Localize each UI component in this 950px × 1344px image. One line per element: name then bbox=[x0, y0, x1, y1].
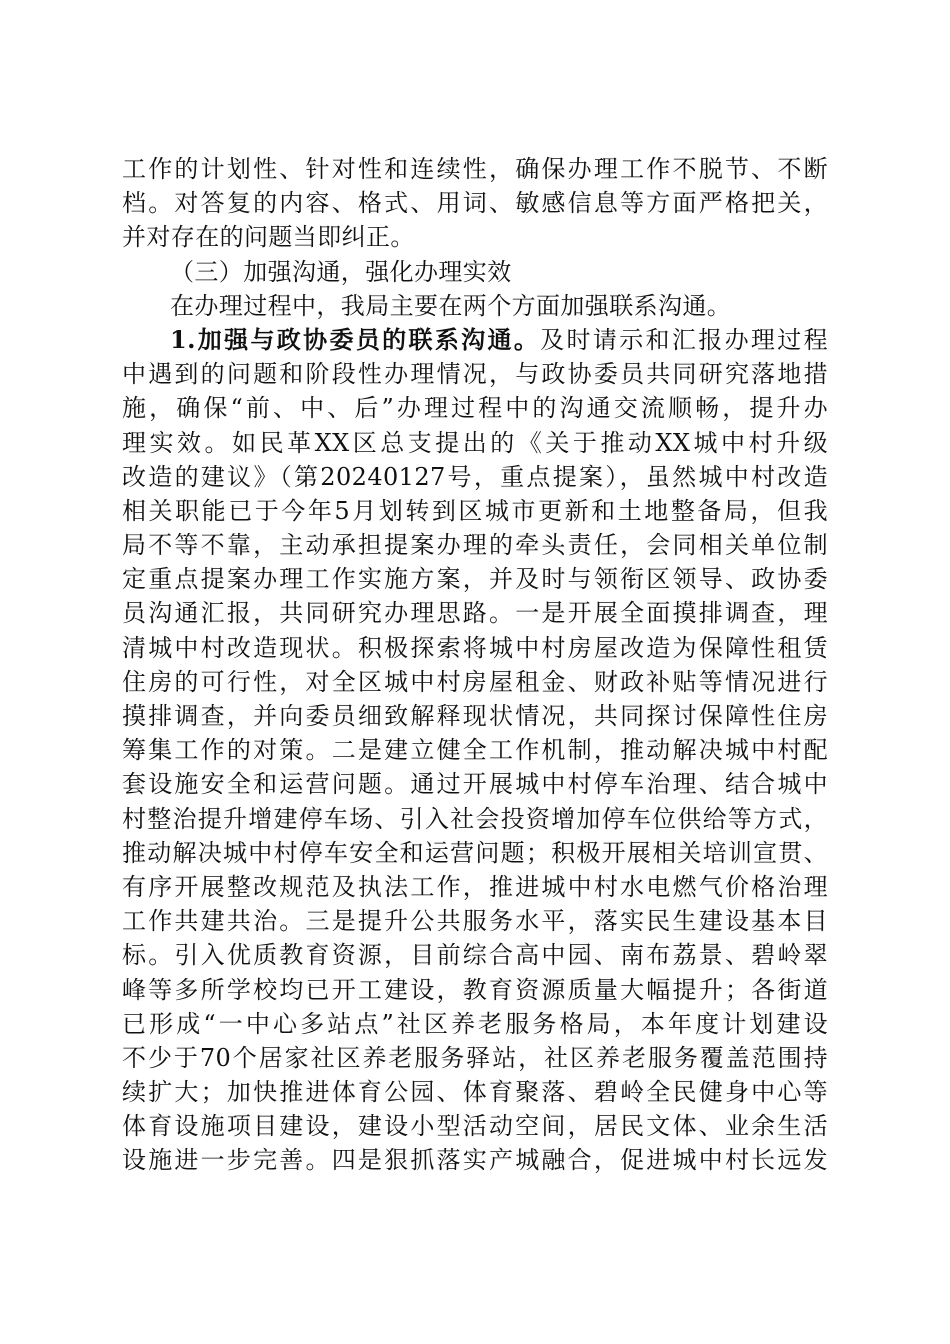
paragraph-line: 摸排调查，并向委员细致解释现状情况，共同探讨保障性住房 bbox=[122, 702, 828, 730]
paragraph-line: 设施进一步完善。四是狠抓落实产城融合，促进城中村长远发 bbox=[122, 1146, 828, 1175]
paragraph-line: 在办理过程中，我局主要在两个方面加强联系沟通。 bbox=[170, 291, 732, 320]
paragraph-line: 住房的可行性，对全区城中村房屋租金、财政补贴等情况进行 bbox=[122, 667, 828, 696]
paragraph-line: 推动解决城中村停车安全和运营问题；积极开展相关培训宣贯、 bbox=[122, 838, 828, 867]
paragraph-line: 相关职能已于今年5月划转到区城市更新和土地整备局，但我 bbox=[122, 496, 828, 525]
paragraph-line: 工作共建共治。三是提升公共服务水平，落实民生建设基本目 bbox=[122, 907, 828, 936]
paragraph-line: 改造的建议》（第20240127号，重点提案），虽然城中村改造 bbox=[122, 462, 828, 491]
paragraph-line: 工作的计划性、针对性和连续性，确保办理工作不脱节、不断 bbox=[122, 155, 828, 183]
paragraph-line: 筹集工作的对策。二是建立健全工作机制，推动解决城中村配 bbox=[122, 736, 828, 765]
paragraph-line bbox=[122, 323, 828, 357]
paragraph-line: 续扩大；加快推进体育公园、体育聚落、碧岭全民健身中心等 bbox=[122, 1078, 828, 1107]
paragraph-line: 施，确保“前、中、后”办理过程中的沟通交流顺畅，提升办 bbox=[122, 394, 828, 423]
subheading: 1.加强与政协委员的联系沟通。 bbox=[170, 324, 541, 354]
paragraph-line: 理实效。如民革XX区总支提出的《关于推动XX城中村升级 bbox=[122, 428, 828, 457]
paragraph-line: 局不等不靠，主动承担提案办理的牵头责任，会同相关单位制 bbox=[122, 531, 828, 560]
paragraph-line: 中遇到的问题和阶段性办理情况，与政协委员共同研究落地措 bbox=[122, 360, 828, 389]
paragraph-line: 套设施安全和运营问题。通过开展城中村停车治理、结合城中 bbox=[122, 770, 828, 799]
paragraph-line: 有序开展整改规范及执法工作，推进城中村水电燃气价格治理 bbox=[122, 872, 828, 901]
paragraph-line: 标。引入优质教育资源，目前综合高中园、南布荔景、碧岭翠 bbox=[122, 941, 828, 970]
paragraph-line: 清城中村改造现状。积极探索将城中村房屋改造为保障性租赁 bbox=[122, 633, 828, 662]
paragraph-line: 档。对答复的内容、格式、用词、敏感信息等方面严格把关， bbox=[122, 189, 828, 218]
paragraph-line: 村整治提升增建停车场、引入社会投资增加停车位供给等方式， bbox=[122, 804, 828, 833]
paragraph-line: 并对存在的问题当即纠正。 bbox=[122, 223, 415, 252]
paragraph-line: 峰等多所学校均已开工建设，教育资源质量大幅提升；各街道 bbox=[122, 975, 828, 1004]
paragraph-line: 体育设施项目建设，建设小型活动空间，居民文体、业余生活 bbox=[122, 1112, 828, 1141]
paragraph-line: 不少于70个居家社区养老服务驿站，社区养老服务覆盖范围持 bbox=[122, 1043, 828, 1072]
body-text bbox=[122, 152, 828, 1178]
section-heading: （三）加强沟通，强化办理实效 bbox=[170, 257, 512, 286]
paragraph-line: 定重点提案办理工作实施方案，并及时与领衔区领导、政协委 bbox=[122, 565, 828, 594]
paragraph-line: 已形成“一中心多站点”社区养老服务格局，本年度计划建设 bbox=[122, 1009, 828, 1038]
paragraph-line: 员沟通汇报，共同研究办理思路。一是开展全面摸排调查，理 bbox=[122, 599, 828, 628]
paragraph-text: 及时请示和汇报办理过程 bbox=[540, 325, 828, 354]
